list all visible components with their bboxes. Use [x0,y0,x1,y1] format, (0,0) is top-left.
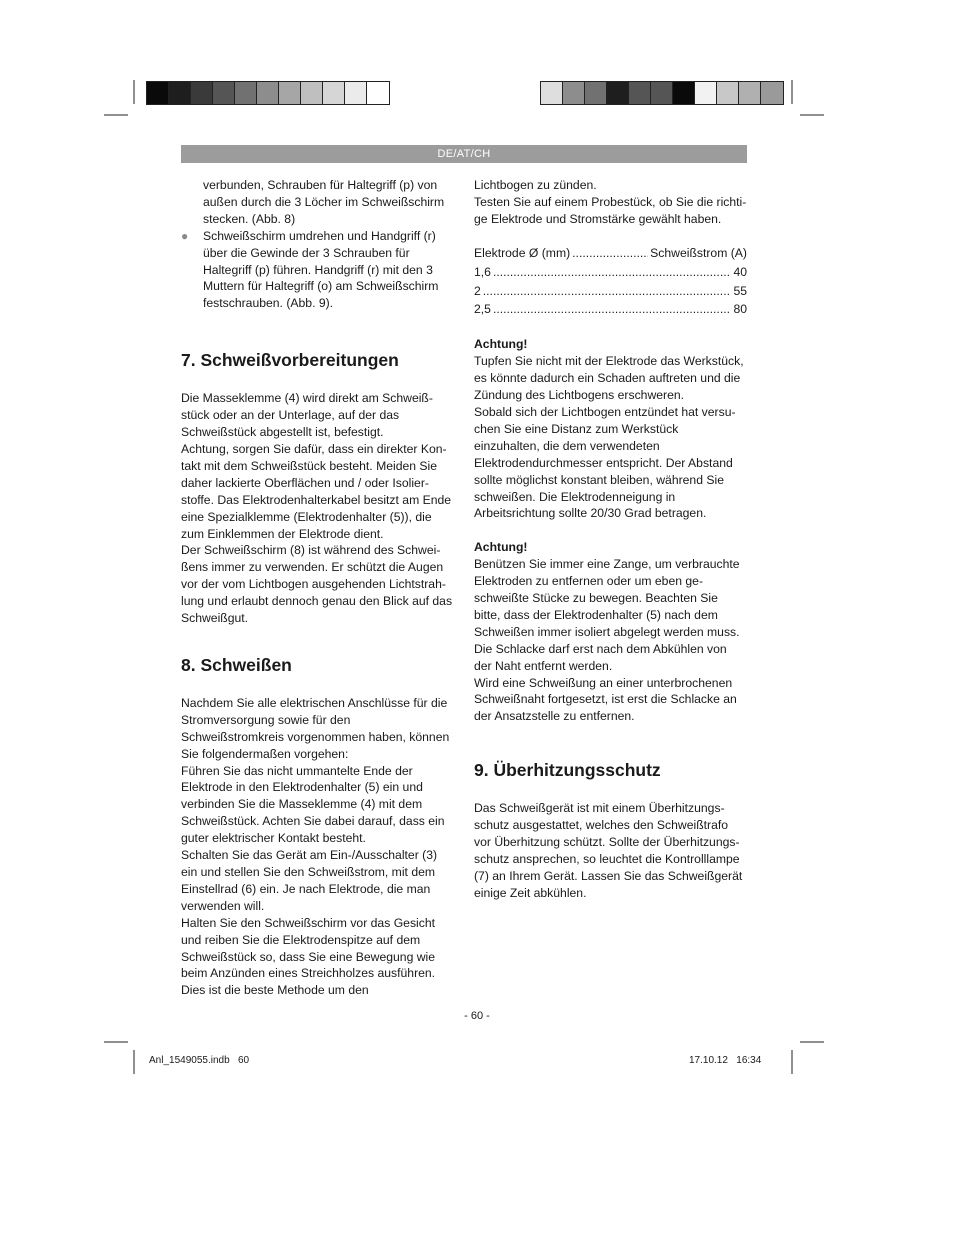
section-8-para-2: Führen Sie das nicht ummantelte Ende der Elektrode in den Elektrodenhalter (5) ein und verbinden Sie die Masseklemme (4) mit dem Schweißstück. Achten Sie dabei darauf, dass ein guter elektrischer Kontakt besteht. [181,763,445,846]
section-7-para-3: Der Schweißschirm (8) ist während des Schweißens immer zu verwenden. Er schützt die Augen vor der vom Lichtbogen ausgehenden Lichtstrahlung und erlaubt dennoch genau den Blick auf das Schweißgut. [181,543,453,626]
page-number: - 60 - [464,1010,490,1022]
table-cell-electrode: 1,6 [474,264,491,279]
color-swatch [279,82,301,104]
dot-leader [483,283,732,300]
table-cell-electrode: 2,5 [474,302,491,317]
color-swatch [147,82,169,104]
dot-leader [493,301,731,318]
color-swatch [717,82,739,104]
section-8-para-1: Nachdem Sie alle elektrischen Anschlüsse für die Stromversorgung sowie für den Schweißstromkreis vorgenommen haben, können Sie folgendermaßen vorgehen: [181,695,450,761]
color-swatch [235,82,257,104]
section-8-title: 8. Schweißen [181,654,292,675]
dot-leader [493,264,731,281]
color-swatch [257,82,279,104]
section-7-para-2: Achtung, sorgen Sie dafür, dass ein direkter Kontakt mit dem Schweißstück besteht. Meiden Sie daher lackierte Oberflächen und / oder Isolierstoffe. Das Elektrodenhalterkabel besitzt am Ende eine Spezialklemme (Elektrodenhalter (5)), die zum Einklemmen der Elektrode dient. [181,441,452,541]
section-7-title: 7. Schweißvorbereitungen [181,350,399,371]
electrode-table [474,245,747,319]
color-swatch [563,82,585,104]
continued-paragraph: verbunden, Schrauben für Haltegriff (p) von außen durch die 3 Löcher im Schweißschirm stecken. (Abb. 8) [203,178,445,226]
test-paragraph: Testen Sie auf einem Probestück, ob Sie die richtige Elektrode und Stromstärke gewählt haben. [474,194,747,226]
continued-paragraph-right: Lichtbogen zu zünden. [474,178,597,192]
section-7-para-1: Die Masseklemme (4) wird direkt am Schweißstück oder an der Unterlage, auf der das Schweißstück abgestellt ist, befestigt. [181,391,433,440]
section-8-para-3: Schalten Sie das Gerät am Ein-/Ausschalter (3) ein und stellen Sie den Schweißstrom, mit dem Einstellrad (6) ein. Je nach Elektrode, die man verwenden will. [181,848,438,913]
table-header-current: Schweißstrom (A) [650,245,747,260]
print-file-name: Anl_1549055.indb 60 [149,1055,250,1066]
table-cell-current: 40 [733,264,747,279]
color-swatch [323,82,345,104]
warning-2-label: Achtung! [474,540,528,555]
color-swatch [651,82,673,104]
table-header-electrode: Elektrode Ø (mm) [474,245,571,260]
table-row [474,283,747,300]
color-swatch [607,82,629,104]
print-date-time: 17.10.12 16:34 [689,1055,762,1066]
warning-2-para-1: Benützen Sie immer eine Zange, um verbrauchte Elektroden zu entfernen oder um eben geschweißte Stücke zu bewegen. Beachten Sie bitte, dass der Elektrodenhalter (5) nach dem Schweißen immer isoliert abgelegt werden muss. [474,557,740,639]
table-cell-current: 55 [733,283,747,298]
table-cell-current: 80 [733,302,747,317]
section-8-para-4: Halten Sie den Schweißschirm vor das Gesicht und reiben Sie die Elektrodenspitze auf dem Schweißstück so, dass Sie eine Bewegung wie beim Anzünden eines Streichholzes ausführen. Dies ist die beste Methode um den [181,915,436,998]
dot-leader [572,245,648,262]
color-bar-right [540,81,784,105]
bullet-text: Schweißschirm umdrehen und Handgriff (r) über die Gewinde der 3 Schrauben für Haltegriff (p) führen. Handgriff (r) mit den 3 Muttern für Haltegriff (o) am Schweißschirm festschrauben. (Abb. 9). [203,228,439,311]
color-swatch [739,82,761,104]
color-swatch [345,82,367,104]
left-column [181,177,453,999]
color-swatch [541,82,563,104]
section-9-para-1: Das Schweißgerät ist mit einem Überhitzungsschutz ausgestattet, welches den Schweißtrafo vor Überhitzung schützt. Sollte der Überhitzungsschutz ansprechen, so leuchtet die Kontrolllampe (7) an Ihrem Gerät. Lassen Sie das Schweißgerät einige Zeit abkühlen. [474,801,743,900]
region-header-band: DE/AT/CH [181,145,747,163]
right-column [474,177,747,902]
color-swatch [761,82,783,104]
table-cell-electrode: 2 [474,283,481,298]
color-swatch [673,82,695,104]
bullet-item [181,228,453,313]
warning-2-para-2: Die Schlacke darf erst nach dem Abkühlen von der Naht entfernt werden. [474,641,727,673]
color-swatch [301,82,323,104]
warning-1-para-2: Sobald sich der Lichtbogen entzündet hat versuchen Sie eine Distanz zum Werkstück einzuhalten, die dem verwendeten Elektrodendurchmesser entspricht. Der Abstand sollte möglichst konstant bleiben, während Sie schweißen. Die Elektrodenneigung in Arbeitsrichtung sollte 20/30 Grad betragen. [474,404,736,521]
bullet-icon: ● [181,228,189,243]
warning-2-para-3: Wird eine Schweißung an einer unterbrochenen Schweißnaht fortgesetzt, ist erst die Schlacke an der Ansatzstelle zu entfernen. [474,675,737,724]
color-swatch [629,82,651,104]
warning-1-label: Achtung! [474,337,528,352]
color-swatch [169,82,191,104]
color-swatch [695,82,717,104]
color-bar-left [146,81,390,105]
color-swatch [367,82,389,104]
table-header-row [474,245,747,262]
section-9-title: 9. Überhitzungsschutz [474,760,661,781]
table-row [474,264,747,281]
color-swatch [585,82,607,104]
table-row [474,301,747,318]
warning-1-para-1: Tupfen Sie nicht mit der Elektrode das Werkstück, es könnte dadurch ein Schaden auftreten und die Zündung des Lichtbogens erschweren. [474,354,744,403]
color-swatch [213,82,235,104]
color-swatch [191,82,213,104]
